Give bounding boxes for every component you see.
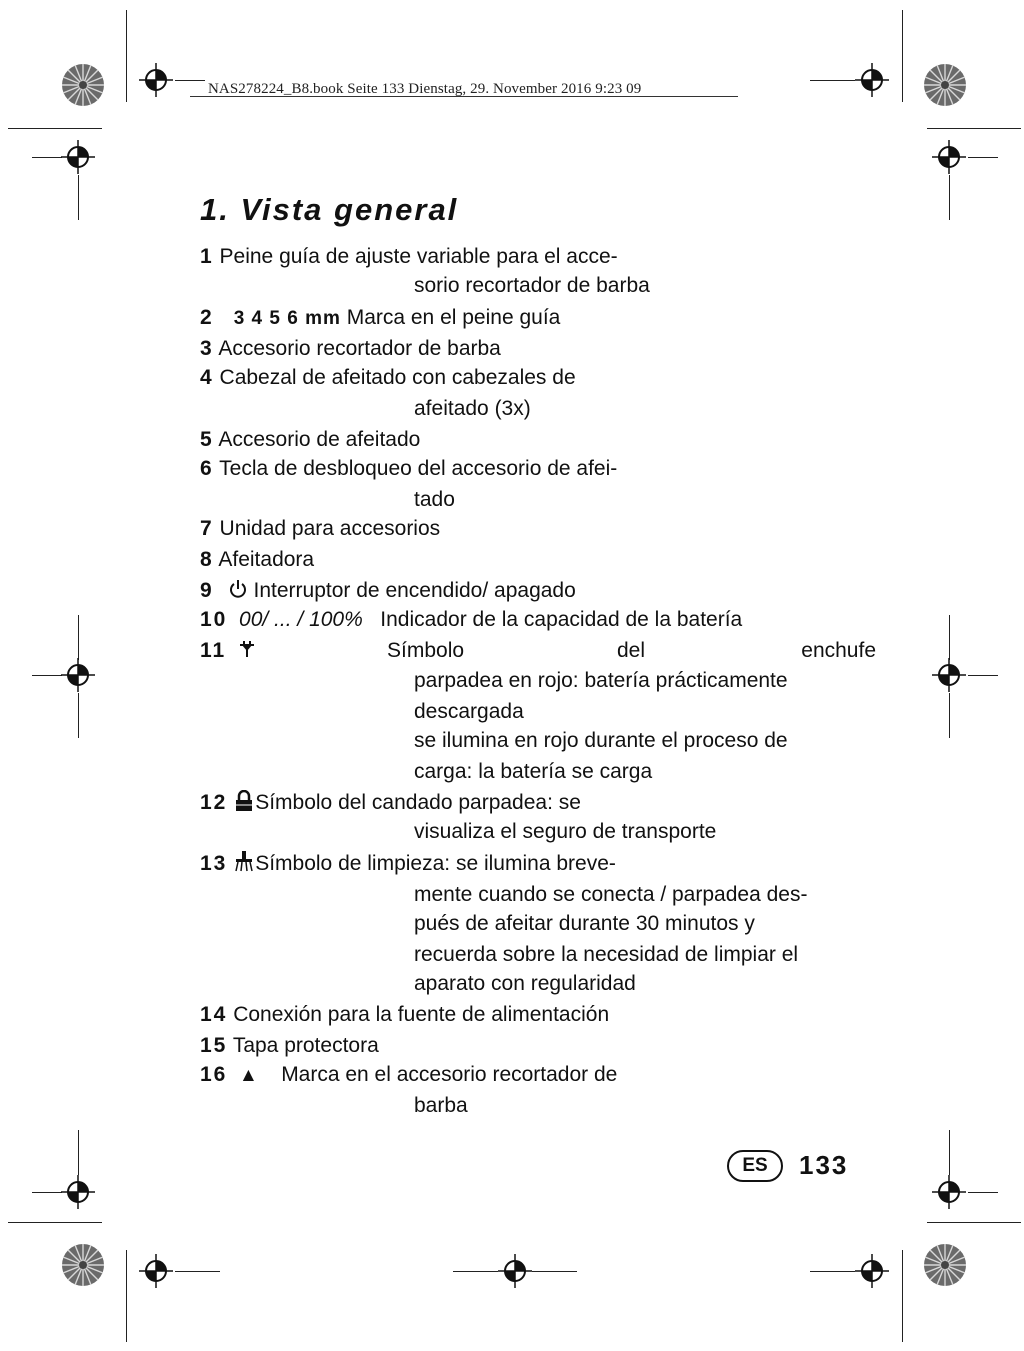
item-text-continued: carga: la batería se carga	[414, 760, 653, 783]
item-text: Símbolo de limpieza: se ilumina breve-	[255, 852, 616, 875]
crop-mark	[32, 675, 62, 676]
item-number: 16	[200, 1063, 228, 1086]
crop-mark	[532, 1271, 577, 1272]
item-number: 13	[200, 852, 228, 875]
registration-mark-icon	[139, 1254, 173, 1288]
item-text: Marca en el peine guía	[346, 306, 561, 329]
list-item	[200, 456, 617, 482]
crop-mark	[902, 10, 903, 102]
item-text: Tecla de desbloqueo del accesorio de afei-	[219, 457, 618, 480]
crop-mark	[8, 1222, 102, 1223]
item-text: Peine guía de ajuste variable para el acce-	[219, 245, 618, 268]
registration-mark-icon	[855, 63, 889, 97]
color-calibration-dial-icon	[60, 1242, 106, 1288]
registration-mark-icon	[498, 1254, 532, 1288]
capacity-range: 00/ ... / 100%	[239, 608, 363, 631]
item-text: Indicador de la capacidad de la batería	[380, 608, 743, 631]
crop-mark	[126, 10, 127, 102]
registration-mark-icon	[61, 1175, 95, 1209]
item-text: del	[617, 639, 646, 662]
item-text-continued: pués de afeitar durante 30 minutos y	[414, 912, 755, 935]
list-item	[200, 1002, 609, 1028]
color-calibration-dial-icon	[60, 62, 106, 108]
registration-mark-icon	[139, 63, 173, 97]
list-item	[200, 516, 440, 542]
list-item	[200, 790, 581, 816]
crop-mark	[949, 175, 950, 220]
list-item	[200, 1033, 379, 1059]
item-text: Unidad para accesorios	[219, 517, 441, 540]
registration-mark-icon	[61, 140, 95, 174]
list-item	[200, 336, 501, 362]
crop-mark	[968, 1192, 998, 1193]
item-text: Afeitadora	[218, 548, 315, 571]
list-item	[200, 365, 576, 391]
list-item	[200, 578, 576, 604]
item-text: Tapa protectora	[232, 1034, 379, 1057]
color-calibration-dial-icon	[922, 1242, 968, 1288]
item-text-continued: afeitado (3x)	[414, 397, 531, 420]
item-number: 3	[200, 337, 214, 360]
crop-mark	[32, 1192, 62, 1193]
item-text-continued: sorio recortador de barba	[414, 274, 650, 297]
registration-mark-icon	[932, 140, 966, 174]
registration-mark-icon	[855, 1254, 889, 1288]
crop-mark	[949, 693, 950, 738]
crop-mark	[78, 615, 79, 660]
item-number: 6	[200, 457, 214, 480]
item-number: 8	[200, 548, 214, 571]
item-number: 9	[200, 579, 214, 602]
registration-mark-icon	[61, 658, 95, 692]
item-text-continued: visualiza el seguro de transporte	[414, 820, 717, 843]
color-calibration-dial-icon	[922, 62, 968, 108]
crop-mark	[902, 1250, 903, 1342]
crop-mark	[927, 128, 1021, 129]
crop-mark	[126, 1250, 127, 1342]
crop-mark	[175, 80, 205, 81]
crop-mark	[927, 1222, 1021, 1223]
power-icon	[228, 578, 248, 600]
padlock-icon	[233, 790, 255, 812]
list-item	[200, 244, 618, 270]
item-text-continued: recuerda sobre la necesidad de limpiar el	[414, 943, 799, 966]
registration-mark-icon	[932, 658, 966, 692]
plug-icon	[238, 640, 256, 658]
list-item	[200, 850, 616, 877]
crop-mark	[32, 157, 62, 158]
print-slug: NAS278224_B8.book Seite 133 Dienstag, 29. November 2016 9:23 09	[208, 81, 642, 97]
item-number: 5	[200, 428, 214, 451]
crop-mark	[968, 675, 998, 676]
item-text: Cabezal de afeitado con cabezales de	[219, 366, 576, 389]
item-number: 1	[200, 245, 214, 268]
language-badge: ES	[727, 1150, 783, 1182]
crop-mark	[810, 80, 855, 81]
list-item	[200, 427, 420, 453]
crop-mark	[949, 615, 950, 660]
item-text: Accesorio recortador de barba	[218, 337, 501, 360]
item-number: 10	[200, 608, 228, 631]
list-item	[200, 305, 560, 332]
item-text-continued: mente cuando se conecta / parpadea des-	[414, 883, 808, 906]
crop-mark	[453, 1271, 498, 1272]
item-text: Interruptor de encendido/ apagado	[253, 579, 576, 602]
list-item	[200, 638, 876, 664]
item-text: Símbolo del candado parpadea: se	[255, 791, 581, 814]
item-number: 11	[200, 639, 227, 662]
page-number: 133	[799, 1150, 849, 1180]
item-number: 4	[200, 366, 214, 389]
crop-mark	[175, 1271, 220, 1272]
item-text: enchufe	[801, 639, 876, 662]
item-text-continued: parpadea en rojo: batería prácticamente	[414, 669, 788, 692]
crop-mark	[810, 1271, 855, 1272]
crop-mark	[949, 1130, 950, 1175]
item-text-continued: tado	[414, 488, 455, 511]
guide-comb-marks: 3 4 5 6 mm	[233, 308, 341, 329]
item-text: Conexión para la fuente de alimentación	[233, 1003, 610, 1026]
crop-mark	[78, 693, 79, 738]
crop-mark	[78, 1130, 79, 1175]
crop-mark	[78, 175, 79, 220]
item-number: 2	[200, 306, 214, 329]
crop-mark	[8, 128, 102, 129]
item-number: 15	[200, 1034, 228, 1057]
item-text: Accesorio de afeitado	[218, 428, 421, 451]
item-text-continued: se ilumina en rojo durante el proceso de	[414, 729, 788, 752]
list-item	[200, 1062, 617, 1089]
list-item	[200, 607, 742, 633]
item-text-continued: aparato con regularidad	[414, 972, 636, 995]
item-number: 14	[200, 1003, 228, 1026]
item-text-continued: barba	[414, 1094, 468, 1117]
page-title: 1. Vista general	[200, 192, 459, 227]
list-item	[200, 547, 314, 573]
crop-mark	[968, 157, 998, 158]
triangle-mark-icon: ▲	[239, 1065, 258, 1086]
item-number: 12	[200, 791, 228, 814]
cleaning-icon	[233, 850, 255, 872]
item-text: Símbolo	[387, 639, 465, 662]
registration-mark-icon	[932, 1175, 966, 1209]
item-number: 7	[200, 517, 214, 540]
item-text: Marca en el accesorio recortador de	[281, 1063, 618, 1086]
item-text-continued: descargada	[414, 700, 524, 723]
